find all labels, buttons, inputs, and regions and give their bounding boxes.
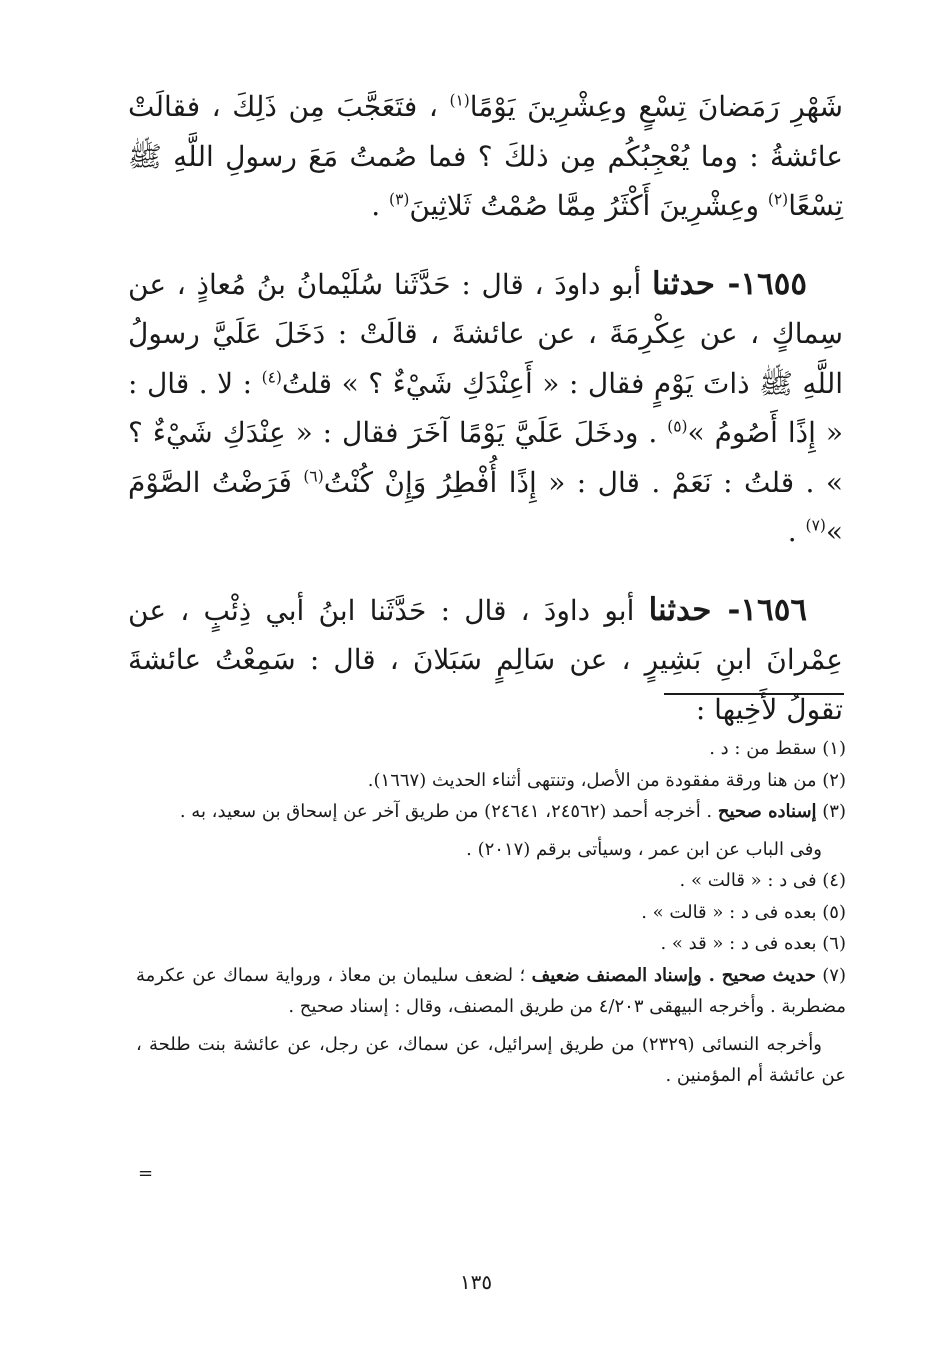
main-text — [128, 82, 843, 734]
footnote-3-continuation: وفى الباب عن ابن عمر ، وسيأتى برقم (٢٠١٧) . — [466, 838, 822, 860]
footnote-verdict: حديث صحيح . وإسناد المصنف ضعيف — [531, 964, 816, 986]
text-run: ، فتَعَجَّبَ مِن ذَلِكَ ، فقالَتْ عائشةُ : وما يُعْجِبُكُم مِن ذلكَ ؟ فما صُمتُ مَعَ رسولِ اللَّهِ ﷺ تِسْعًا — [128, 90, 843, 222]
text-run: . — [787, 515, 806, 548]
text-run: . — [371, 189, 390, 222]
text-run: أبو داودَ ، قال : حَدَّثَنا ابنُ أبي ذِئْبٍ ، عن عِمْرانَ ابنِ بَشِيرٍ ، عن سَالِمٍ سَبَلانَ ، قال : سَمِعْتُ عائشةَ تقولُ لأَخِيها : — [128, 593, 843, 726]
footnote-2: (٢) من هنا ورقة مفقودة من الأصل، وتنتهى أثناء الحديث (١٦٦٧). — [367, 769, 846, 791]
footnote-ref-7: (٧) — [805, 516, 826, 535]
text-run: : لا . قال : « إِذًا أَصُومُ » — [128, 366, 843, 449]
footnote-verdict: إسناده صحيح — [717, 801, 817, 822]
footnote-7 — [136, 960, 846, 1023]
hadith-number: ١٦٥٥- حدثنا — [652, 265, 807, 302]
footnote-ref-1: (١) — [449, 91, 470, 110]
footnote-4: (٤) فى د : « قالت » . — [679, 870, 846, 891]
text-run: فَرَضْتُ الصَّوْمَ » — [128, 465, 843, 548]
page-number: ١٣٥ — [459, 1270, 493, 1294]
footnote-1: (١) سقط من : د . — [709, 738, 846, 759]
footnote-separator — [664, 693, 844, 695]
text-run: . ودخَلَ عَلَيَّ يَوْمًا آخَرَ فقال : « عِنْدَكِ شَيْءٌ ؟ » . قلتُ : نَعَمْ . قال : « إِذًا أُفْطِرُ وَإِنْ كُنْتُ — [128, 416, 844, 499]
hadith-number: ١٦٥٦- حدثنا — [648, 591, 807, 628]
footnote-ref-4: (٤) — [261, 368, 282, 387]
text-run: شَهْرِ رَمَضانَ تِسْعٍ وعِشْرِينَ يَوْمًا — [469, 90, 843, 123]
footnote-6: (٦) بعده فى د : « قد » . — [660, 933, 846, 954]
hadith-1655 — [128, 260, 843, 557]
footnote-5: (٥) بعده فى د : « قالت » . — [641, 901, 846, 923]
text-run: ؛ لضعف سليمان بن معاذ ، ورواية سماك عن عكرمة مضطربة . وأخرجه البيهقى ٤/٢٠٣ من طريق المصنف، وقال : إسناد صحيح . — [136, 964, 846, 1017]
footnotes — [136, 733, 846, 1092]
text-run: وعِشْرِينَ أَكْثَرُ مِمَّا صُمْتُ ثَلاثِينَ — [409, 189, 768, 222]
text-run: . أخرجه أحمد (٢٤٥٦٢، ٢٤٦٤١) من طريق آخر عن إسحاق بن سعيد، به . — [179, 801, 718, 822]
continued-mark: = — [138, 1163, 154, 1184]
footnote-number: (٣) — [816, 801, 846, 822]
footnote-ref-3: (٣) — [389, 190, 410, 209]
footnote-7-continuation: وأخرجه النسائى (٢٣٢٩) من طريق إسرائيل، عن سماك، عن رجل، عن عائشة بنت طلحة ، عن عائشة أم المؤمنين . — [136, 1033, 846, 1086]
hadith-1656 — [128, 586, 843, 735]
footnote-3 — [136, 796, 846, 828]
text-run: أبو داودَ ، قال : حَدَّثَنا سُلَيْمانُ بنُ مُعاذٍ ، عن سِماكٍ ، عن عِكْرِمَةَ ، عن عائشةَ ، قالَتْ : دَخَلَ عَلَيَّ رسولُ اللَّهِ ﷺ ذاتَ يَوْمٍ فقال : « أَعِنْدَكِ شَيْءٌ ؟ » قلتُ — [128, 267, 844, 400]
footnote-number: (٧) — [815, 964, 846, 986]
paragraph-continuation — [128, 82, 843, 231]
footnote-ref-6: (٦) — [303, 467, 324, 486]
footnote-ref-5: (٥) — [667, 417, 688, 436]
footnote-ref-2: (٢) — [767, 190, 789, 209]
